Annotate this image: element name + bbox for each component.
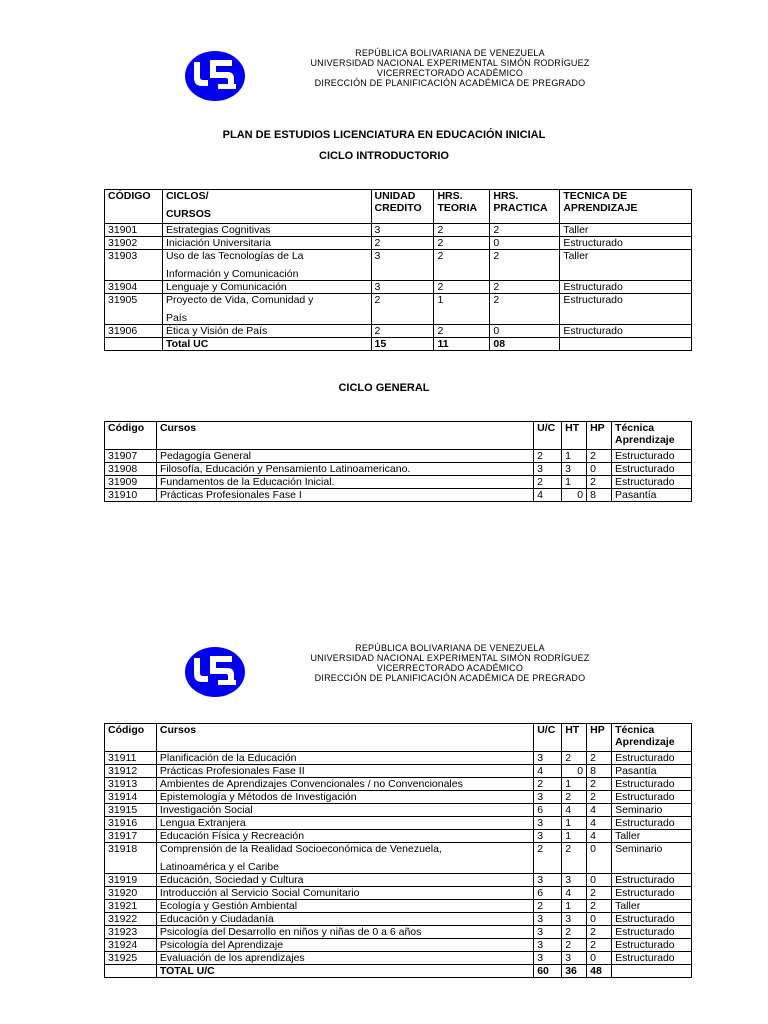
cell-ht: 1 [562, 830, 587, 843]
cell-curso: Educación, Sociedad y Cultura [156, 874, 533, 887]
cell-ht: 3 [562, 463, 587, 476]
cell-curso: Psicología del Aprendizaje [156, 939, 533, 952]
col-tecnica: TECNICA DE APRENDIZAJE [560, 190, 692, 224]
cell-ht: 2 [562, 939, 587, 952]
table-row [105, 224, 692, 237]
cell-codigo: 31921 [105, 900, 157, 913]
col-unidad: UNIDAD CREDITO [371, 190, 434, 224]
cell-curso: Prácticas Profesionales Fase I [156, 489, 533, 502]
col-cursos: Cursos [156, 724, 533, 752]
table-row [105, 939, 692, 952]
cell-tecnica: Estructurado [560, 294, 692, 325]
institution-header [290, 48, 610, 88]
col-ht: HT [562, 724, 587, 752]
cell-hp: 2 [490, 281, 560, 294]
cell-hp: 0 [587, 913, 612, 926]
cell-curso: Uso de las Tecnologías de La Información y Comunicación [162, 250, 371, 281]
cell-tecnica: Estructurado [560, 325, 692, 338]
table-row [105, 874, 692, 887]
cell-uc: 6 [534, 887, 562, 900]
table-row [105, 476, 692, 489]
cell-tecnica: Seminario [612, 843, 692, 874]
cell-hp: 2 [587, 939, 612, 952]
col-codigo: CÓDIGO [105, 190, 163, 224]
header-line-3: VICERRECTORADO ACADÉMICO [376, 663, 524, 673]
cell-tecnica: Pasantía [612, 489, 692, 502]
cell-hp: 8 [587, 489, 612, 502]
cell-curso: Lenguaje y Comunicación [162, 281, 371, 294]
ciclo-profesional-table [104, 723, 692, 978]
cell-curso: Epistemología y Métodos de Investigación [156, 791, 533, 804]
cell-codigo: 31910 [105, 489, 157, 502]
cell-codigo: 31905 [105, 294, 163, 325]
table-row [105, 830, 692, 843]
cell-tecnica: Estructurado [612, 450, 692, 463]
cell-ht: 1 [562, 778, 587, 791]
ciclo-general-title: CICLO GENERAL [338, 382, 430, 394]
cell-uc: 3 [534, 939, 562, 952]
cell-ht: 4 [562, 804, 587, 817]
cell-tecnica: Taller [560, 224, 692, 237]
cell-codigo: 31907 [105, 450, 157, 463]
cell-uc: 4 [534, 489, 562, 502]
table-row [105, 294, 692, 325]
cell-uc: 3 [534, 830, 562, 843]
cell-curso: Proyecto de Vida, Comunidad y País [162, 294, 371, 325]
total-hp: 08 [490, 338, 560, 351]
cell-codigo: 31906 [105, 325, 163, 338]
cell-ht: 3 [562, 913, 587, 926]
cell-codigo: 31901 [105, 224, 163, 237]
cell-uc: 2 [534, 843, 562, 874]
cell-codigo: 31918 [105, 843, 157, 874]
col-tecnica: Técnica Aprendizaje [612, 422, 692, 450]
table-row [105, 804, 692, 817]
cell-curso: Ecología y Gestión Ambiental [156, 900, 533, 913]
table-row [105, 250, 692, 281]
table-row [105, 900, 692, 913]
cell-tecnica: Estructurado [560, 237, 692, 250]
cell-codigo: 31925 [105, 952, 157, 965]
cell-tecnica: Taller [560, 250, 692, 281]
table-row [105, 817, 692, 830]
cell-hp: 2 [587, 900, 612, 913]
total-uc: 15 [371, 338, 434, 351]
cell-hp: 2 [587, 450, 612, 463]
total-ht: 11 [434, 338, 490, 351]
col-ciclos: CICLOS/ CURSOS [162, 190, 371, 224]
table-row [105, 450, 692, 463]
cell-uc: 3 [534, 926, 562, 939]
cell-ht: 0 [562, 765, 587, 778]
cell-uc: 2 [371, 237, 434, 250]
col-tecnica: Técnica Aprendizaje [612, 724, 692, 752]
cell-hp: 2 [490, 294, 560, 325]
cell-ht: 2 [434, 237, 490, 250]
cell-uc: 6 [534, 804, 562, 817]
cell-curso: Filosofía, Educación y Pensamiento Latinoamericano. [156, 463, 533, 476]
header-line-4: DIRECCIÓN DE PLANIFICACIÓN ACADÉMICA DE PREGRADO [314, 673, 586, 683]
cell-uc: 3 [371, 250, 434, 281]
cell-codigo: 31917 [105, 830, 157, 843]
cell-ht: 1 [562, 450, 587, 463]
header-line-2: UNIVERSIDAD NACIONAL EXPERIMENTAL SIMÓN RODRÍGUEZ [310, 653, 590, 663]
cell-uc: 2 [371, 294, 434, 325]
col-codigo: Código [105, 724, 157, 752]
cell-codigo: 31924 [105, 939, 157, 952]
cell-tecnica: Pasantía [612, 765, 692, 778]
university-logo [184, 646, 246, 698]
cell-hp: 2 [490, 224, 560, 237]
table-row [105, 952, 692, 965]
cell-codigo: 31903 [105, 250, 163, 281]
ciclo-introductorio-title: CICLO INTRODUCTORIO [319, 150, 449, 162]
total-row [105, 338, 692, 351]
cell-codigo: 31914 [105, 791, 157, 804]
table-row [105, 489, 692, 502]
table-row [105, 765, 692, 778]
col-cursos: Cursos [156, 422, 533, 450]
cell-curso: Prácticas Profesionales Fase II [156, 765, 533, 778]
col-codigo: Código [105, 422, 157, 450]
cell-hp: 0 [587, 843, 612, 874]
cell-curso: Fundamentos de la Educación Inicial. [156, 476, 533, 489]
table-row [105, 791, 692, 804]
cell-tecnica: Estructurado [612, 952, 692, 965]
cell-ht: 2 [562, 843, 587, 874]
cell-codigo: 31919 [105, 874, 157, 887]
table-row [105, 325, 692, 338]
cell-hp: 0 [490, 325, 560, 338]
cell-uc: 3 [534, 913, 562, 926]
cell-codigo: 31902 [105, 237, 163, 250]
cell-hp: 2 [587, 791, 612, 804]
cell-curso: Planificación de la Educación [156, 752, 533, 765]
col-hp: HP [587, 422, 612, 450]
cell-ht: 3 [562, 874, 587, 887]
cell-hp: 8 [587, 765, 612, 778]
cell-codigo: 31908 [105, 463, 157, 476]
table-row [105, 237, 692, 250]
cell-uc: 2 [534, 900, 562, 913]
cell-curso: Educación y Ciudadanía [156, 913, 533, 926]
total-label: Total UC [162, 338, 371, 351]
cell-ht: 2 [434, 250, 490, 281]
cell-ht: 1 [562, 900, 587, 913]
cell-ht: 2 [562, 926, 587, 939]
col-uc: U/C [534, 422, 562, 450]
header-line-2: UNIVERSIDAD NACIONAL EXPERIMENTAL SIMÓN RODRÍGUEZ [310, 58, 590, 68]
col-uc: U/C [534, 724, 562, 752]
cell-curso: Evaluación de los aprendizajes [156, 952, 533, 965]
cell-curso: Iniciación Universitaria [162, 237, 371, 250]
cell-tecnica: Estructurado [612, 476, 692, 489]
cell-tecnica: Estructurado [612, 791, 692, 804]
cell-codigo: 31909 [105, 476, 157, 489]
col-practica: HRS. PRACTICA [490, 190, 560, 224]
table-header-row [105, 724, 692, 752]
total-uc: 60 [534, 965, 562, 978]
cell-curso: Educación Física y Recreación [156, 830, 533, 843]
cell-ht: 2 [434, 224, 490, 237]
cell-tecnica: Estructurado [560, 281, 692, 294]
cell-ht: 0 [562, 489, 587, 502]
table-row [105, 463, 692, 476]
total-ht: 36 [562, 965, 587, 978]
cell-codigo [105, 338, 163, 351]
cell-tecnica: Estructurado [612, 463, 692, 476]
cell-codigo: 31913 [105, 778, 157, 791]
cell-uc: 3 [534, 817, 562, 830]
cell-curso: Pedagogía General [156, 450, 533, 463]
header-line-1: REPÚBLICA BOLIVARIANA DE VENEZUELA [355, 48, 545, 58]
cell-hp: 0 [587, 463, 612, 476]
cell-tecnica: Taller [612, 900, 692, 913]
university-logo [184, 50, 246, 102]
table-row [105, 926, 692, 939]
cell-hp: 2 [490, 250, 560, 281]
cell-tecnica: Estructurado [612, 887, 692, 900]
cell-ht: 1 [562, 476, 587, 489]
cell-ht: 4 [562, 887, 587, 900]
table-row [105, 887, 692, 900]
col-hp: HP [587, 724, 612, 752]
cell-curso: Lengua Extranjera [156, 817, 533, 830]
cell-hp: 0 [587, 952, 612, 965]
cell-curso: Psicología del Desarrollo en niños y niñas de 0 a 6 años [156, 926, 533, 939]
cell-uc: 2 [371, 325, 434, 338]
cell-tecnica: Estructurado [612, 913, 692, 926]
cell-codigo: 31904 [105, 281, 163, 294]
cell-tecnica: Taller [612, 830, 692, 843]
cell-hp: 2 [587, 926, 612, 939]
cell-hp: 4 [587, 817, 612, 830]
table-row [105, 281, 692, 294]
cell-ht: 3 [562, 952, 587, 965]
cell-tecnica: Estructurado [612, 926, 692, 939]
cell-uc: 3 [534, 463, 562, 476]
cell-hp: 4 [587, 830, 612, 843]
plan-title: PLAN DE ESTUDIOS LICENCIATURA EN EDUCACIÓN INICIAL [222, 129, 546, 141]
cell-hp: 4 [587, 804, 612, 817]
cell-tecnica: Estructurado [612, 778, 692, 791]
cell-codigo: 31912 [105, 765, 157, 778]
cell-codigo [105, 965, 157, 978]
cell-uc: 2 [534, 450, 562, 463]
cell-uc: 3 [534, 752, 562, 765]
cell-tecnica [612, 965, 692, 978]
cell-curso: Ambientes de Aprendizajes Convencionales / no Convencionales [156, 778, 533, 791]
cell-curso: Introducción al Servicio Social Comunitario [156, 887, 533, 900]
cell-codigo: 31915 [105, 804, 157, 817]
cell-ht: 1 [562, 817, 587, 830]
table-header-row [105, 422, 692, 450]
cell-hp: 0 [587, 874, 612, 887]
col-ht: HT [562, 422, 587, 450]
total-row [105, 965, 692, 978]
cell-uc: 3 [534, 874, 562, 887]
cell-tecnica: Estructurado [612, 817, 692, 830]
cell-uc: 3 [534, 952, 562, 965]
cell-uc: 3 [534, 791, 562, 804]
cell-uc: 2 [534, 476, 562, 489]
cell-tecnica: Seminario [612, 804, 692, 817]
cell-codigo: 31911 [105, 752, 157, 765]
cell-ht: 2 [434, 325, 490, 338]
col-teoria: HRS. TEORIA [434, 190, 490, 224]
header-line-1: REPÚBLICA BOLIVARIANA DE VENEZUELA [355, 643, 545, 653]
cell-curso: Investigación Social [156, 804, 533, 817]
header-line-4: DIRECCIÓN DE PLANIFICACIÓN ACADÉMICA DE PREGRADO [314, 78, 586, 88]
cell-uc: 4 [534, 765, 562, 778]
cell-hp: 2 [587, 778, 612, 791]
cell-tecnica: Estructurado [612, 752, 692, 765]
cell-ht: 2 [562, 752, 587, 765]
ciclo-general-table [104, 421, 692, 502]
cell-hp: 2 [587, 887, 612, 900]
cell-tecnica [560, 338, 692, 351]
table-row [105, 778, 692, 791]
cell-codigo: 31920 [105, 887, 157, 900]
cell-tecnica: Estructurado [612, 939, 692, 952]
cell-codigo: 31916 [105, 817, 157, 830]
cell-ht: 2 [434, 281, 490, 294]
cell-hp: 2 [587, 476, 612, 489]
cell-curso: Ética y Visión de País [162, 325, 371, 338]
cell-codigo: 31922 [105, 913, 157, 926]
cell-ht: 1 [434, 294, 490, 325]
table-row [105, 913, 692, 926]
table-header-row [105, 190, 692, 224]
cell-hp: 0 [490, 237, 560, 250]
cell-uc: 3 [371, 224, 434, 237]
total-label: TOTAL U/C [156, 965, 533, 978]
table-row [105, 843, 692, 874]
cell-tecnica: Estructurado [612, 874, 692, 887]
total-hp: 48 [587, 965, 612, 978]
table-row [105, 752, 692, 765]
header-line-3: VICERRECTORADO ACADÉMICO [376, 68, 524, 78]
cell-curso: Comprensión de la Realidad Socioeconómica de Venezuela, Latinoamérica y el Caribe [156, 843, 533, 874]
ciclo-introductorio-table [104, 189, 692, 351]
cell-curso: Estrategias Cognitivas [162, 224, 371, 237]
cell-codigo: 31923 [105, 926, 157, 939]
cell-hp: 2 [587, 752, 612, 765]
cell-uc: 3 [371, 281, 434, 294]
cell-ht: 2 [562, 791, 587, 804]
cell-uc: 2 [534, 778, 562, 791]
institution-header [290, 643, 610, 683]
